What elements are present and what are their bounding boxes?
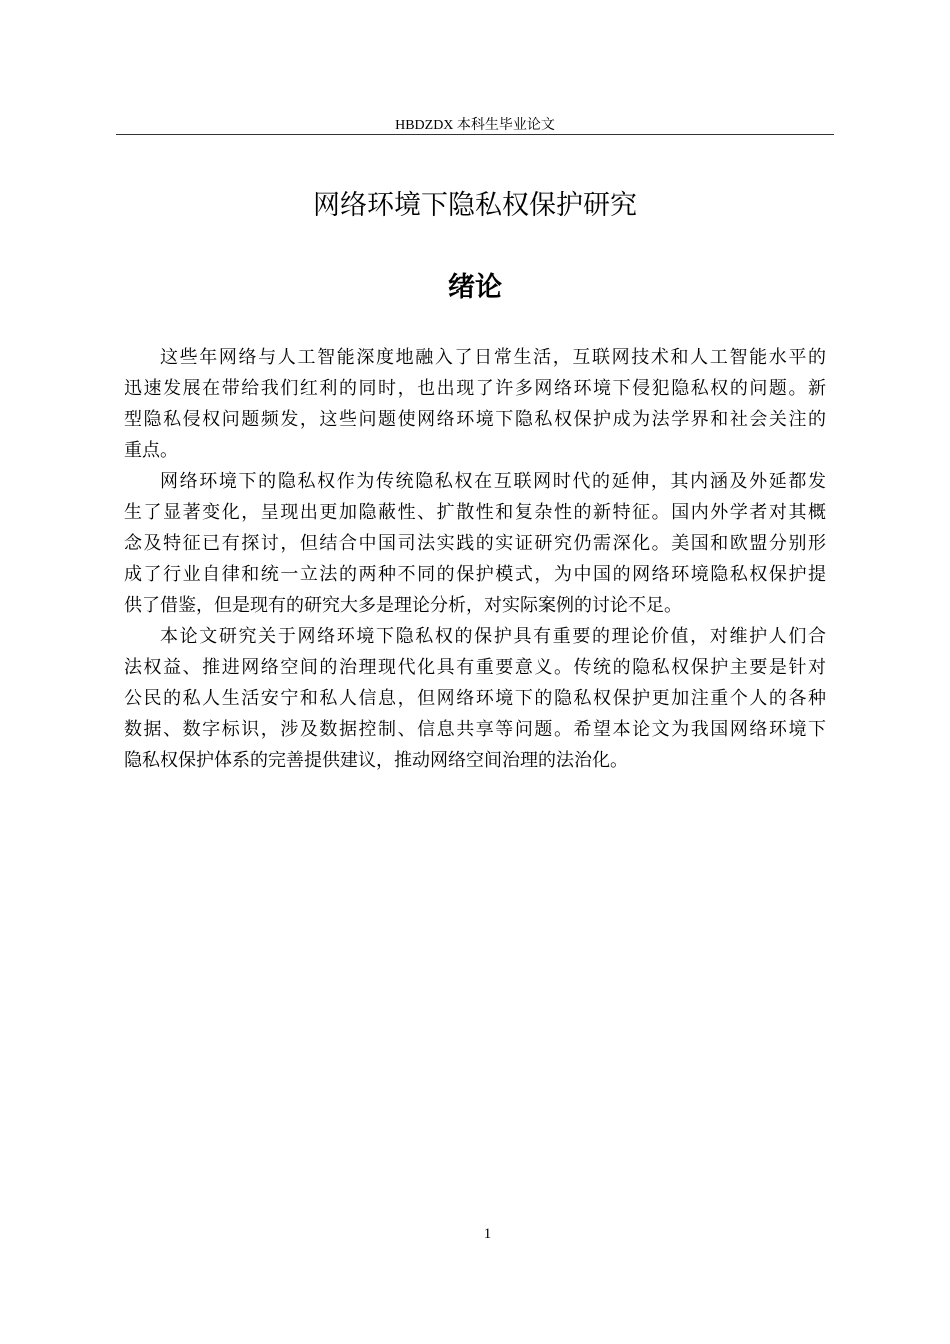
section-heading: 绪论 — [448, 272, 502, 303]
header-rule — [116, 134, 834, 135]
page-header: HBDZDX 本科生毕业论文 — [395, 118, 555, 133]
text-line: 本论文研究关于网络环境下隐私权的保护具有重要的理论价值，对维护人们合 — [160, 626, 826, 647]
text-line: 这些年网络与人工智能深度地融入了日常生活，互联网技术和人工智能水平的 — [160, 347, 826, 368]
text-line: 隐私权保护体系的完善提供建议，推动网络空间治理的法治化。 — [124, 750, 628, 771]
text-line: 重点。 — [124, 440, 178, 461]
text-line: 成了行业自律和统一立法的两种不同的保护模式，为中国的网络环境隐私权保护提 — [124, 564, 826, 585]
text-line: 数据、数字标识，涉及数据控制、信息共享等问题。希望本论文为我国网络环境下 — [124, 719, 826, 740]
paragraph — [124, 342, 826, 466]
text-line: 公民的私人生活安宁和私人信息，但网络环境下的隐私权保护更加注重个人的各种 — [124, 688, 826, 709]
paragraph — [124, 621, 826, 776]
text-line: 念及特征已有探讨，但结合中国司法实践的实证研究仍需深化。美国和欧盟分别形 — [124, 533, 826, 554]
document-title: 网络环境下隐私权保护研究 — [313, 190, 637, 221]
text-line: 网络环境下的隐私权作为传统隐私权在互联网时代的延伸，其内涵及外延都发 — [160, 471, 826, 492]
text-line: 生了显著变化，呈现出更加隐蔽性、扩散性和复杂性的新特征。国内外学者对其概 — [124, 502, 826, 523]
text-line: 型隐私侵权问题频发，这些问题使网络环境下隐私权保护成为法学界和社会关注的 — [124, 409, 826, 430]
text-line: 供了借鉴，但是现有的研究大多是理论分析，对实际案例的讨论不足。 — [124, 595, 682, 616]
body-text — [124, 342, 826, 776]
text-line: 迅速发展在带给我们红利的同时，也出现了许多网络环境下侵犯隐私权的问题。新 — [124, 378, 826, 399]
page-number: 1 — [483, 1226, 492, 1242]
text-line: 法权益、推进网络空间的治理现代化具有重要意义。传统的隐私权保护主要是针对 — [124, 657, 826, 678]
paragraph — [124, 466, 826, 621]
